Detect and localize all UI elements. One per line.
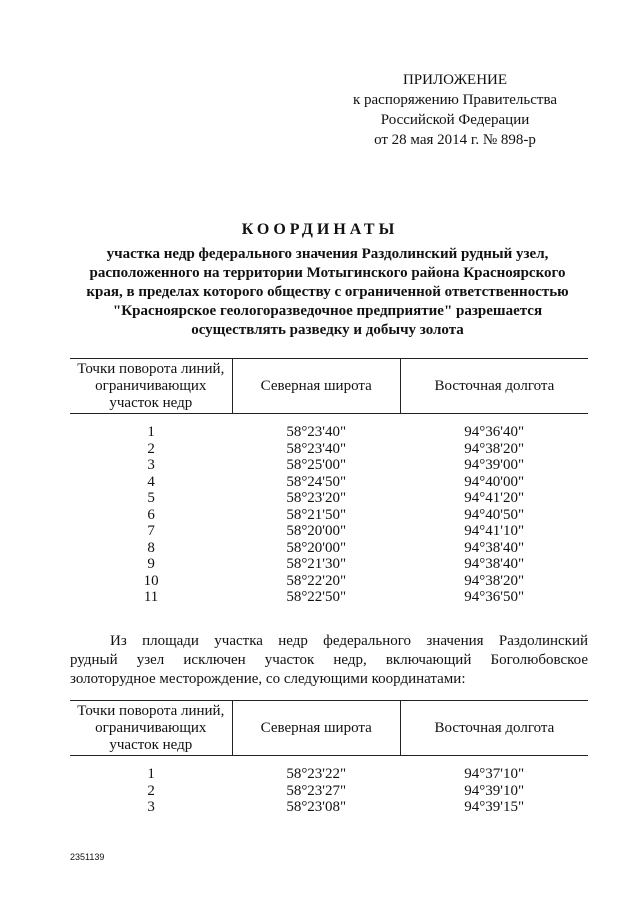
longitude-cell: 94°38'40" — [464, 556, 525, 572]
latitude-cell: 58°23'40" — [286, 440, 347, 457]
exclusion-paragraph — [70, 632, 588, 689]
longitude-cell: 94°37'10" — [464, 766, 525, 782]
longitude-cell: 94°36'40" — [464, 424, 525, 440]
header-latitude: Северная широта — [232, 359, 400, 414]
subtitle-line: участка недр федерального значения Раздолинский рудный узел, — [106, 246, 549, 262]
table-row — [70, 507, 588, 524]
longitude-cell: 94°41'10" — [464, 523, 525, 539]
point-number: 4 — [147, 473, 155, 490]
longitude-cell: 94°39'00" — [464, 457, 525, 473]
point-number: 9 — [147, 556, 155, 572]
coordinates-table-excluded — [70, 700, 588, 816]
point-number: 8 — [147, 539, 155, 556]
latitude-cell: 58°22'20" — [286, 572, 347, 589]
table-row — [70, 556, 588, 573]
subtitle-line: края, в пределах которого обществу с ограниченной ответственностью — [86, 284, 569, 300]
table-row — [70, 457, 588, 474]
table-row — [70, 783, 588, 800]
table-row — [70, 573, 588, 590]
appendix-block — [320, 70, 590, 150]
table-row — [70, 589, 588, 606]
longitude-cell: 94°38'40" — [464, 539, 525, 556]
latitude-cell: 58°25'00" — [286, 457, 347, 473]
table-row — [70, 424, 588, 441]
longitude-cell: 94°38'20" — [464, 440, 525, 457]
latitude-cell: 58°23'40" — [286, 424, 347, 440]
coordinates-table-main — [70, 358, 588, 606]
latitude-cell: 58°23'20" — [286, 490, 347, 506]
point-number: 11 — [143, 589, 159, 605]
latitude-cell: 58°23'27" — [286, 782, 347, 799]
subtitle-line: "Красноярское геологоразведочное предприятие" разрешается — [112, 303, 543, 319]
header-points: Точки поворота линий, ограничивающих участок недр — [70, 359, 232, 414]
point-number: 10 — [143, 572, 159, 589]
latitude-cell: 58°24'50" — [286, 473, 347, 490]
table-header-row — [70, 359, 588, 414]
point-number: 6 — [147, 506, 155, 523]
latitude-cell: 58°23'22" — [286, 766, 347, 782]
appendix-line-order: к распоряжению Правительства — [352, 92, 557, 108]
table-row — [70, 474, 588, 491]
table-row — [70, 523, 588, 540]
appendix-title: ПРИЛОЖЕНИЕ — [402, 72, 508, 88]
point-number: 3 — [147, 799, 155, 815]
latitude-cell: 58°21'50" — [286, 506, 347, 523]
subtitle-line: осуществлять разведку и добычу золота — [191, 322, 464, 338]
table-row — [70, 540, 588, 557]
table-row — [70, 441, 588, 458]
point-number: 2 — [147, 440, 155, 457]
point-number: 3 — [147, 457, 155, 473]
point-number: 1 — [147, 424, 155, 440]
point-number: 2 — [147, 782, 155, 799]
longitude-cell: 94°39'15" — [464, 799, 525, 815]
latitude-cell: 58°23'08" — [286, 799, 347, 815]
document-subtitle — [70, 245, 585, 340]
table-row — [70, 799, 588, 816]
longitude-cell: 94°38'20" — [464, 572, 525, 589]
paragraph-line: золоторудное месторождение, со следующими координатами: — [70, 671, 466, 687]
document-code: 2351139 — [70, 852, 105, 862]
longitude-cell: 94°40'50" — [464, 506, 525, 523]
header-latitude: Северная широта — [232, 701, 400, 756]
longitude-cell: 94°40'00" — [464, 473, 525, 490]
table-header-row — [70, 701, 588, 756]
point-number: 5 — [147, 490, 155, 506]
point-number: 7 — [147, 523, 155, 539]
appendix-line-country: Российской Федерации — [380, 112, 530, 128]
header-longitude: Восточная долгота — [400, 359, 588, 414]
paragraph-line: рудный узел исключен участок недр, включающий Боголюбовское — [70, 652, 588, 668]
latitude-cell: 58°20'00" — [286, 539, 347, 556]
longitude-cell: 94°41'20" — [464, 490, 525, 506]
header-points: Точки поворота линий, ограничивающих участок недр — [70, 701, 232, 756]
longitude-cell: 94°39'10" — [464, 782, 525, 799]
latitude-cell: 58°20'00" — [286, 523, 347, 539]
table-row — [70, 766, 588, 783]
header-longitude: Восточная долгота — [400, 701, 588, 756]
longitude-cell: 94°36'50" — [464, 589, 525, 605]
latitude-cell: 58°21'30" — [286, 556, 347, 572]
point-number: 1 — [147, 766, 155, 782]
subtitle-line: расположенного на территории Мотыгинского района Красноярского — [89, 265, 566, 281]
appendix-line-date: от 28 мая 2014 г. № 898-р — [374, 132, 536, 148]
document-title: КООРДИНАТЫ — [241, 221, 399, 238]
latitude-cell: 58°22'50" — [286, 589, 347, 605]
paragraph-line: Из площади участка недр федерального значения Раздолинский — [110, 633, 588, 649]
table-row — [70, 490, 588, 507]
